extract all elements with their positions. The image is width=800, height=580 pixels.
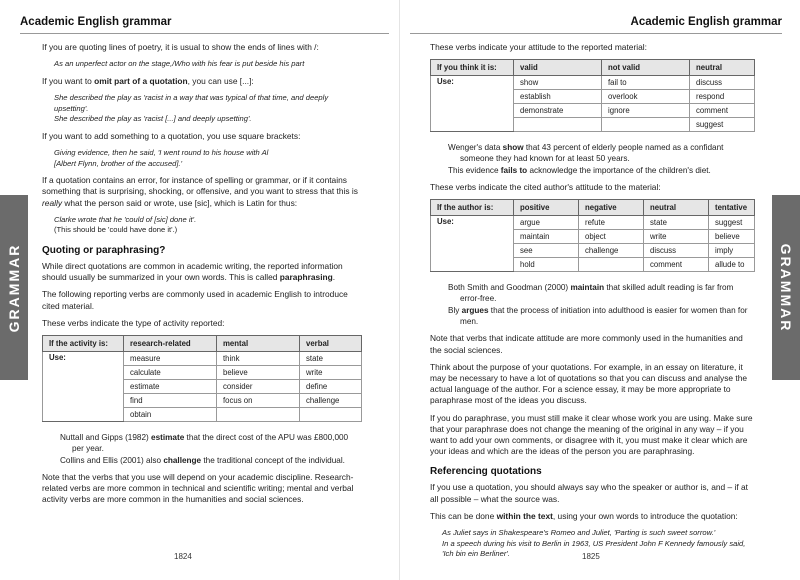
table-header: verbal <box>300 335 362 351</box>
row-label: Use: <box>431 76 514 132</box>
example: Nuttall and Gipps (1982) estimate that the direct cost of the APU was £800,000 per year. Collins and Ellis (2001) also challenge the traditional concept of the individual. <box>60 432 349 465</box>
table-header: If the activity is: <box>43 335 124 351</box>
table-header: not valid <box>602 60 690 76</box>
header-rule <box>410 33 782 34</box>
paragraph: While direct quotations are common in academic writing, the reported information should usually be summarized in your own words. This is called paraphrasing. <box>42 260 343 283</box>
table-row: maintain object write believe <box>431 230 755 244</box>
table-header: research-related <box>124 335 217 351</box>
table-header: If you think it is: <box>431 60 514 76</box>
section-heading: Quoting or paraphrasing? <box>42 244 166 256</box>
paragraph: If you want to add something to a quotation, you use square brackets: <box>42 130 301 141</box>
example: Clarke wrote that he 'could of [sic] done it'. (This should be 'could have done it'.) <box>54 214 197 235</box>
header-rule <box>20 33 389 34</box>
table-row: see challenge discuss imply <box>431 244 755 258</box>
left-page-body <box>42 42 362 512</box>
paragraph: If you use a quotation, you should always say who the speaker or author is, and – if at all possible – what the source was. <box>430 482 748 504</box>
grammar-side-tab: GRAMMAR <box>0 195 28 380</box>
section-heading: Referencing quotations <box>430 466 542 478</box>
attitude-verbs-table <box>430 59 755 132</box>
table-header: negative <box>579 200 644 216</box>
table-row: calculate believe write <box>43 365 362 379</box>
right-page <box>400 0 800 580</box>
bold-term: omit part of a quotation <box>94 75 188 86</box>
running-header: Academic English grammar <box>20 16 172 28</box>
example: Giving evidence, then he said, 'I went round to his house with Al [Albert Flynn, brother of the accused].' <box>54 147 269 168</box>
paragraph: If you are quoting lines of poetry, it is usual to show the ends of lines with /: <box>42 42 319 52</box>
row-label: Use: <box>431 216 514 272</box>
table-header: neutral <box>690 60 755 76</box>
table-header: positive <box>514 200 579 216</box>
paragraph: Think about the purpose of your quotations. For example, in an essay on literature, it may be necessary to have a lot of quotations so that you can discuss and analyse the actual language of the author. For a science essay, it may be more appropriate to paraphrase most of the ideas you discuss. <box>430 361 748 406</box>
activity-verbs-table <box>42 335 362 422</box>
table-header: valid <box>514 60 602 76</box>
table-row: find focus on challenge <box>43 393 362 407</box>
table-row: estimate consider define <box>43 379 362 393</box>
table-row: establish overlook respond <box>431 90 755 104</box>
running-header: Academic English grammar <box>630 16 782 28</box>
paragraph: If you want to omit part of a quotation, you can use [...]: <box>42 75 254 86</box>
paragraph: If a quotation contains an error, for instance of spelling or grammar, or if it contains something that is surprising, shocking, or offensive, and you want to stress that this is really what the person said or wrote, use [sic], which is Latin for thus: <box>42 175 358 208</box>
paragraph: The following reporting verbs are commonly used in academic English to introduce cited material. <box>42 289 348 311</box>
right-page-body <box>430 42 755 566</box>
table-header: neutral <box>644 200 709 216</box>
example: As Juliet says in Shakespeare's Romeo and Juliet, 'Parting is such sweet sorrow.' In a speech during his visit to Berlin in 1963, US President John F Kennedy famously said, 'Ich bin ein Berliner'. <box>442 528 746 559</box>
example: As an unperfect actor on the stage,/Who with his fear is put beside his part <box>54 59 305 69</box>
paragraph: Note that the verbs that you use will depend on your academic discipline. Research-related verbs are more common in technical and scientific writing; mental and verbal activity verbs are more common in the humanities and social sciences. <box>42 471 354 505</box>
paragraph: These verbs indicate the cited author's attitude to the material: <box>430 182 661 193</box>
table-row: Use: argue refute state suggest <box>431 216 755 230</box>
table-row: Use: show fail to discuss <box>431 76 755 90</box>
paragraph: These verbs indicate your attitude to the reported material: <box>430 42 647 52</box>
paragraph: If you do paraphrase, you must still make it clear whose work you are using. Make sure that your paraphrase does not change the meaning of the original in any way – if you want to add your own comments, or disagree with it, you must make it clear which are your ideas and which are the ideas of the person you are paraphrasing. <box>430 412 753 457</box>
table-header: tentative <box>709 200 755 216</box>
paragraph: Note that verbs that indicate attitude are more commonly used in the humanities and the social sciences. <box>430 333 743 355</box>
table-row: Use: measure think state <box>43 351 362 365</box>
table-row: obtain <box>43 407 362 421</box>
example: Both Smith and Goodman (2000) maintain that skilled adult reading is far from error-free. Bly argues that the process of initiation into adulthood is easier for women than for men. <box>448 283 748 327</box>
table-row: suggest <box>431 118 755 132</box>
grammar-side-tab: GRAMMAR <box>772 195 800 380</box>
table-header: If the author is: <box>431 200 514 216</box>
page-number: 1824 <box>174 552 192 561</box>
example: She described the play as 'racist in a way that was typical of that time, and deeply upsetting'. She described the play as 'racist [...] and deeply upsetting'. <box>54 93 329 124</box>
author-attitude-table <box>430 199 755 272</box>
row-label: Use: <box>43 351 124 421</box>
table-row: hold comment allude to <box>431 258 755 272</box>
paragraph: These verbs indicate the type of activity reported: <box>42 317 225 328</box>
table-header: mental <box>217 335 300 351</box>
example: Wenger's data show that 43 percent of elderly people named as a confidant someone they had known for at least 50 years. This evidence fails to acknowledge the importance of the children's diet. <box>448 143 724 176</box>
page-number: 1825 <box>582 552 600 561</box>
table-row: demonstrate ignore comment <box>431 104 755 118</box>
paragraph: This can be done within the text, using your own words to introduce the quotation: <box>430 510 738 521</box>
